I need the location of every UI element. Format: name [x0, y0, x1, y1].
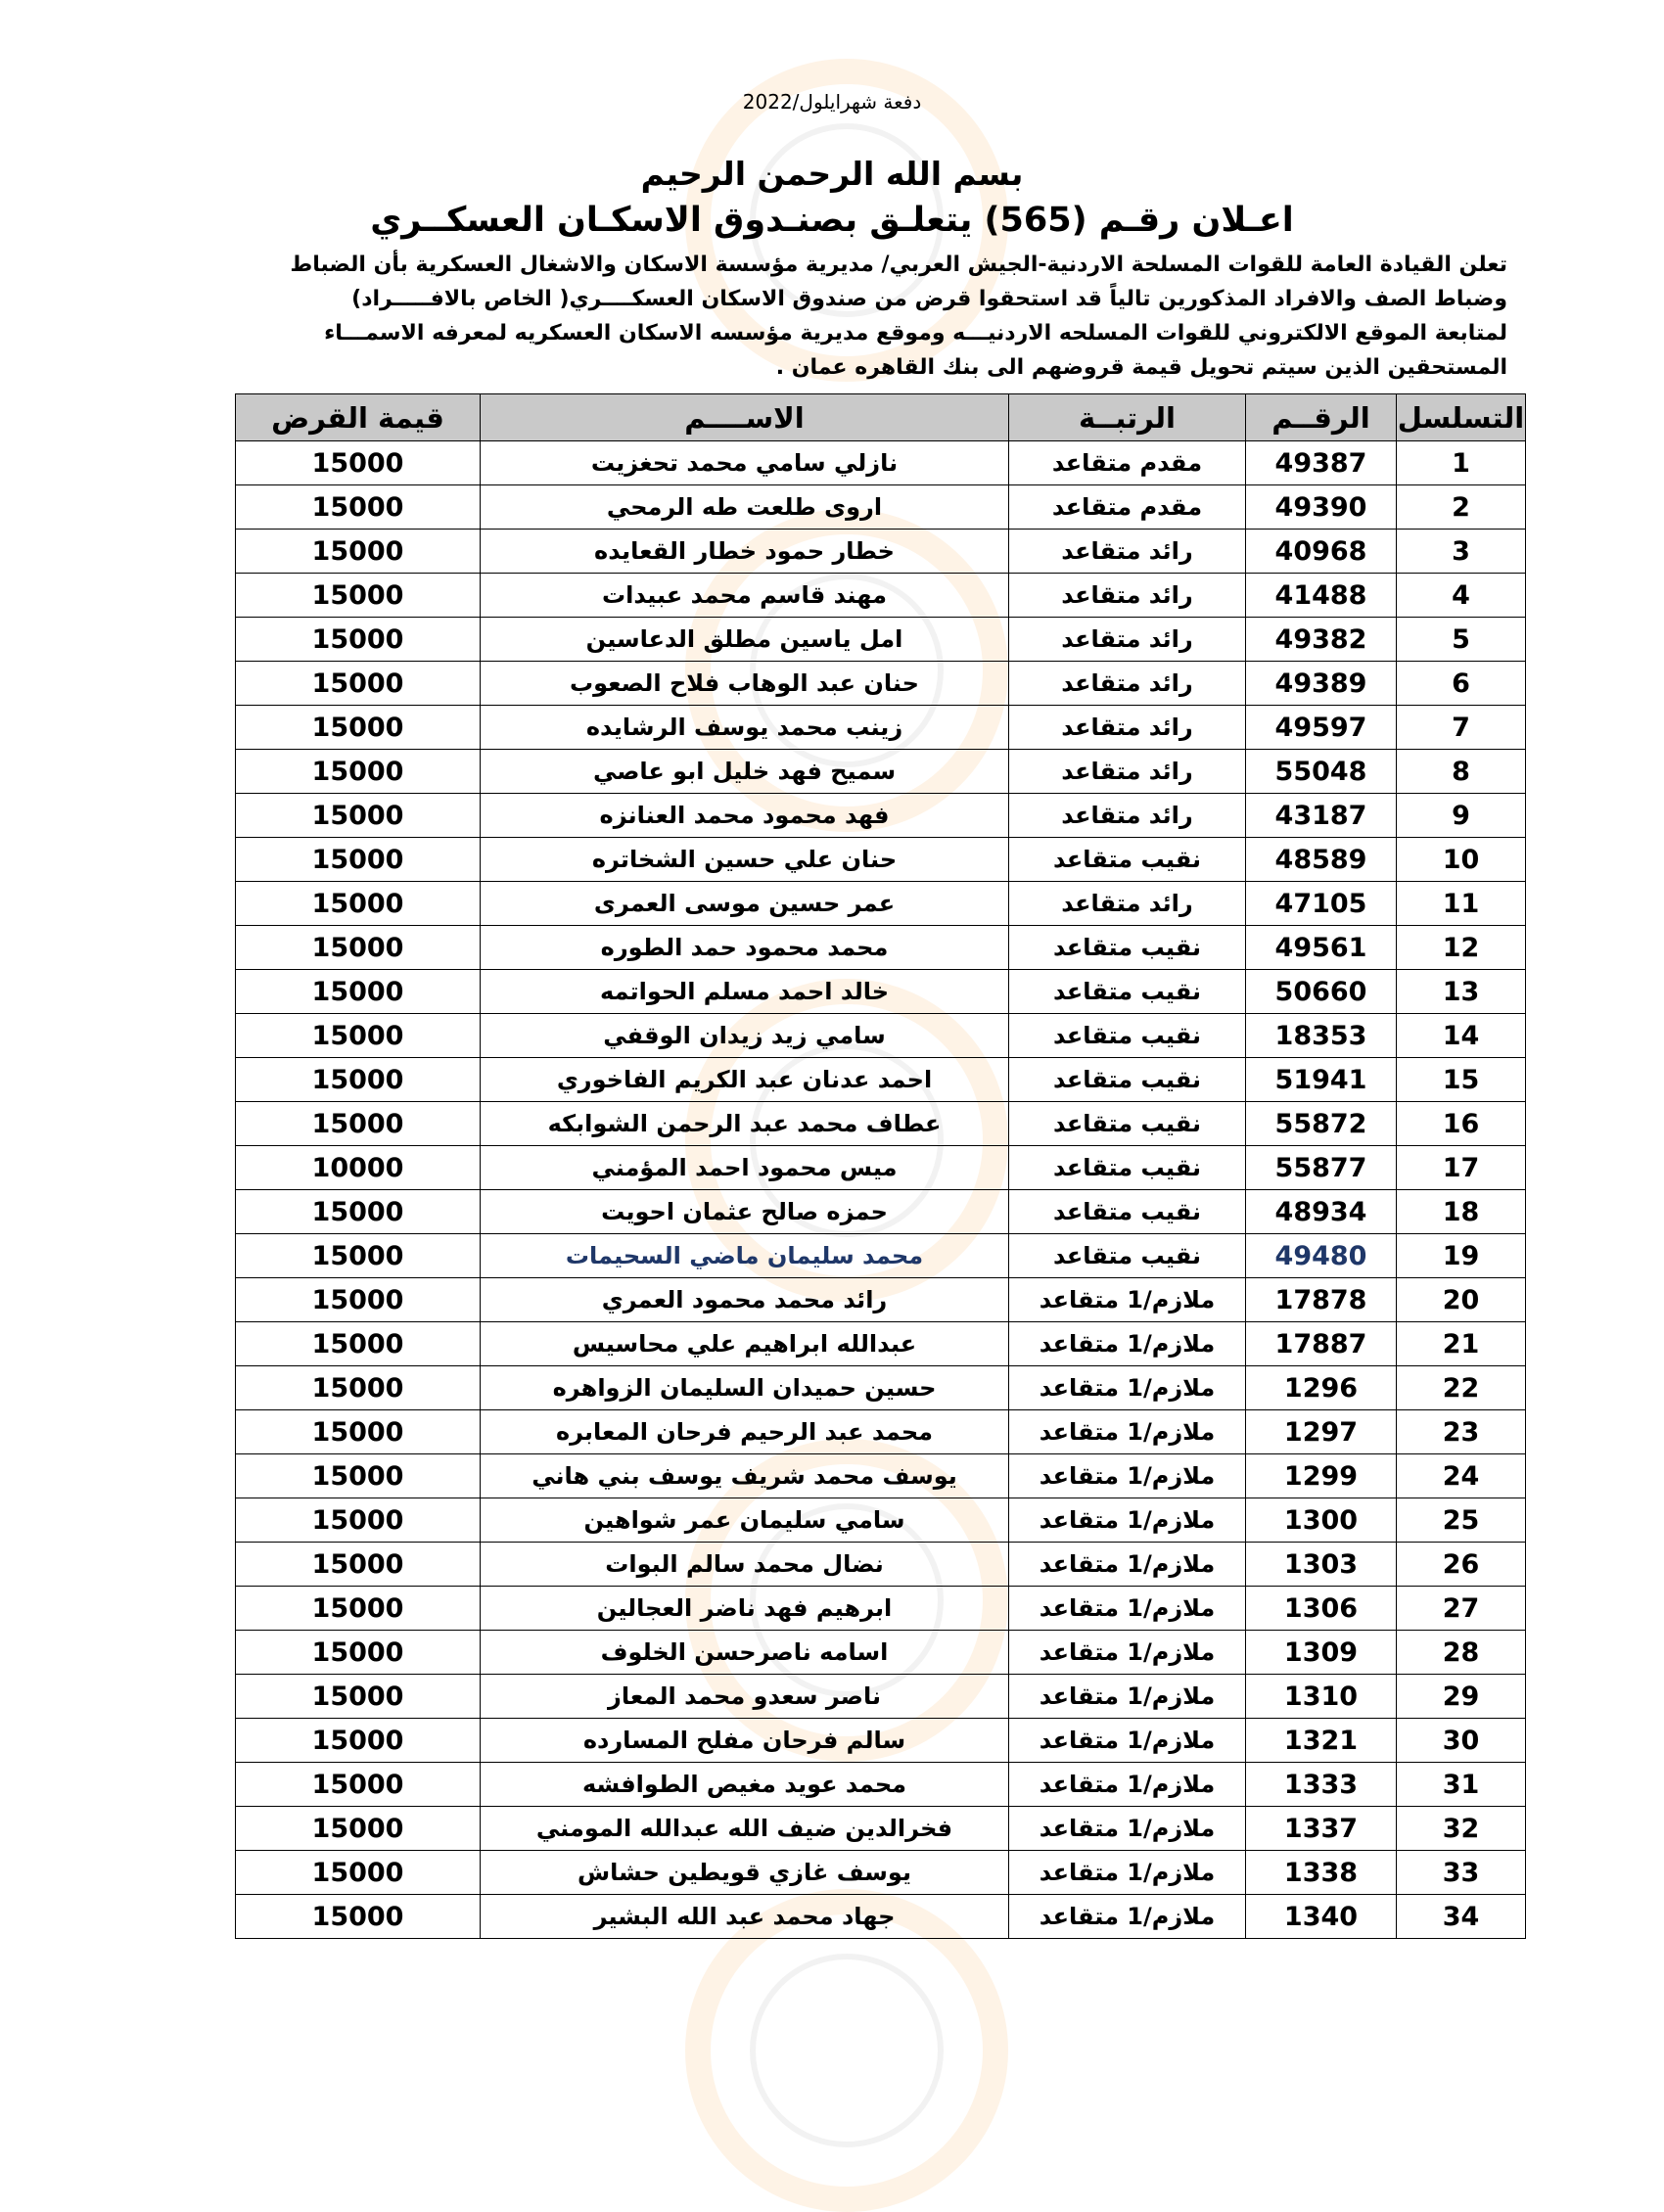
table-row — [236, 1763, 1526, 1807]
table-row — [236, 1322, 1526, 1366]
seq-cell: 14 — [1397, 1014, 1526, 1058]
name-cell: نضال محمد سالم البوات — [481, 1543, 1009, 1587]
name-cell: جهاد محمد عبد الله البشير — [481, 1895, 1009, 1939]
seq-cell: 21 — [1397, 1322, 1526, 1366]
loan-value-cell: 15000 — [236, 662, 481, 706]
name-cell: حنان علي حسين الشخاتره — [481, 838, 1009, 882]
loan-value-cell: 15000 — [236, 1454, 481, 1498]
table-row — [236, 1410, 1526, 1454]
seq-cell: 8 — [1397, 750, 1526, 794]
table-row — [236, 750, 1526, 794]
number-cell: 1303 — [1246, 1543, 1397, 1587]
name-cell: محمد محمود حمد الطوره — [481, 926, 1009, 970]
rank-cell: رائد متقاعد — [1009, 530, 1246, 574]
announcement-intro — [235, 248, 1507, 385]
table-row — [236, 485, 1526, 530]
number-cell: 17887 — [1246, 1322, 1397, 1366]
number-cell: 1310 — [1246, 1675, 1397, 1719]
table-row — [236, 706, 1526, 750]
loan-value-cell: 15000 — [236, 794, 481, 838]
number-cell: 55877 — [1246, 1146, 1397, 1190]
number-cell: 1300 — [1246, 1498, 1397, 1543]
loan-value-cell: 15000 — [236, 1587, 481, 1631]
header-rank: الرتبــة — [1009, 394, 1246, 441]
rank-cell: رائد متقاعد — [1009, 794, 1246, 838]
table-row — [236, 530, 1526, 574]
number-cell: 48934 — [1246, 1190, 1397, 1234]
seq-cell: 33 — [1397, 1851, 1526, 1895]
name-cell: حمزه صالح عثمان احويت — [481, 1190, 1009, 1234]
rank-cell: ملازم/1 متقاعد — [1009, 1322, 1246, 1366]
name-cell: اروى طلعت طه الرمحي — [481, 485, 1009, 530]
loan-value-cell: 15000 — [236, 1498, 481, 1543]
rank-cell: رائد متقاعد — [1009, 750, 1246, 794]
number-cell: 49480 — [1246, 1234, 1397, 1278]
table-row — [236, 1146, 1526, 1190]
rank-cell: رائد متقاعد — [1009, 882, 1246, 926]
loan-value-cell: 15000 — [236, 1631, 481, 1675]
name-cell: عمر حسين موسى العمرى — [481, 882, 1009, 926]
number-cell: 49561 — [1246, 926, 1397, 970]
number-cell: 1296 — [1246, 1366, 1397, 1410]
table-row — [236, 1102, 1526, 1146]
rank-cell: ملازم/1 متقاعد — [1009, 1278, 1246, 1322]
name-cell: يوسف غازي قويطين حشاش — [481, 1851, 1009, 1895]
rank-cell: نقيب متقاعد — [1009, 1234, 1246, 1278]
loan-value-cell: 15000 — [236, 1675, 481, 1719]
name-cell: خطار حمود خطار القعايده — [481, 530, 1009, 574]
table-row — [236, 1454, 1526, 1498]
rank-cell: رائد متقاعد — [1009, 618, 1246, 662]
number-cell: 49597 — [1246, 706, 1397, 750]
loan-value-cell: 15000 — [236, 1278, 481, 1322]
table-row — [236, 1366, 1526, 1410]
batch-date-line: دفعة شهرايلول/2022 — [742, 90, 922, 114]
number-cell: 49382 — [1246, 618, 1397, 662]
number-cell: 48589 — [1246, 838, 1397, 882]
table-row — [236, 1543, 1526, 1587]
table-header-row — [236, 394, 1526, 441]
rank-cell: نقيب متقاعد — [1009, 926, 1246, 970]
loan-value-cell: 15000 — [236, 926, 481, 970]
table-row — [236, 1058, 1526, 1102]
name-cell: رائد محمد محمود العمري — [481, 1278, 1009, 1322]
table-row — [236, 1190, 1526, 1234]
seq-cell: 32 — [1397, 1807, 1526, 1851]
table-row — [236, 662, 1526, 706]
loan-value-cell: 15000 — [236, 1851, 481, 1895]
name-cell: فخرالدين ضيف الله عبدالله المومني — [481, 1807, 1009, 1851]
loan-value-cell: 15000 — [236, 1366, 481, 1410]
seq-cell: 28 — [1397, 1631, 1526, 1675]
name-cell: حسين حميدان السليمان الزواهره — [481, 1366, 1009, 1410]
table-row — [236, 1014, 1526, 1058]
seq-cell: 3 — [1397, 530, 1526, 574]
name-cell: سالم فرحان مفلح المسارده — [481, 1719, 1009, 1763]
loan-value-cell: 15000 — [236, 706, 481, 750]
seq-cell: 5 — [1397, 618, 1526, 662]
loan-value-cell: 15000 — [236, 1763, 481, 1807]
number-cell: 1297 — [1246, 1410, 1397, 1454]
name-cell: عبدالله ابراهيم علي محاسيس — [481, 1322, 1009, 1366]
name-cell: سامي سليمان عمر شواهين — [481, 1498, 1009, 1543]
rank-cell: نقيب متقاعد — [1009, 838, 1246, 882]
loan-value-cell: 15000 — [236, 750, 481, 794]
seq-cell: 7 — [1397, 706, 1526, 750]
table-body — [236, 441, 1526, 1939]
seq-cell: 2 — [1397, 485, 1526, 530]
seq-cell: 4 — [1397, 574, 1526, 618]
basmala-heading: بسم الله الرحمن الرحيم — [640, 155, 1024, 193]
rank-cell: رائد متقاعد — [1009, 662, 1246, 706]
loan-value-cell: 15000 — [236, 1190, 481, 1234]
name-cell: سامي زيد زيدان الوقفي — [481, 1014, 1009, 1058]
rank-cell: ملازم/1 متقاعد — [1009, 1498, 1246, 1543]
name-cell: خالد احمد مسلم الحواتمه — [481, 970, 1009, 1014]
table-row — [236, 838, 1526, 882]
number-cell: 41488 — [1246, 574, 1397, 618]
loan-value-cell: 15000 — [236, 1543, 481, 1587]
name-cell: امل ياسين مطلق الدعاسين — [481, 618, 1009, 662]
rank-cell: ملازم/1 متقاعد — [1009, 1719, 1246, 1763]
seq-cell: 6 — [1397, 662, 1526, 706]
number-cell: 1306 — [1246, 1587, 1397, 1631]
table-row — [236, 618, 1526, 662]
seq-cell: 1 — [1397, 441, 1526, 485]
name-cell: نازلي سامي محمد تحغزيت — [481, 441, 1009, 485]
loan-value-cell: 15000 — [236, 1895, 481, 1939]
table-row — [236, 882, 1526, 926]
number-cell: 40968 — [1246, 530, 1397, 574]
table-row — [236, 1631, 1526, 1675]
intro-line: وضباط الصف والافراد المذكورين تالياً قد استحقوا قرض من صندوق الاسكان العسكــــري( الخاص بالافـــــراد) — [351, 287, 1507, 311]
rank-cell: ملازم/1 متقاعد — [1009, 1543, 1246, 1587]
table-row — [236, 1587, 1526, 1631]
number-cell: 49387 — [1246, 441, 1397, 485]
seq-cell: 25 — [1397, 1498, 1526, 1543]
number-cell: 55872 — [1246, 1102, 1397, 1146]
name-cell: ميس محمود احمد المؤمني — [481, 1146, 1009, 1190]
seq-cell: 15 — [1397, 1058, 1526, 1102]
loan-value-cell: 15000 — [236, 530, 481, 574]
table-row — [236, 1851, 1526, 1895]
name-cell: زينب محمد يوسف الرشايده — [481, 706, 1009, 750]
rank-cell: مقدم متقاعد — [1009, 441, 1246, 485]
loan-value-cell: 15000 — [236, 574, 481, 618]
rank-cell: ملازم/1 متقاعد — [1009, 1410, 1246, 1454]
name-cell: احمد عدنان عبد الكريم الفاخوري — [481, 1058, 1009, 1102]
loan-value-cell: 15000 — [236, 838, 481, 882]
loan-value-cell: 15000 — [236, 618, 481, 662]
table-row — [236, 1278, 1526, 1322]
rank-cell: ملازم/1 متقاعد — [1009, 1807, 1246, 1851]
number-cell: 1321 — [1246, 1719, 1397, 1763]
seq-cell: 17 — [1397, 1146, 1526, 1190]
number-cell: 55048 — [1246, 750, 1397, 794]
seq-cell: 24 — [1397, 1454, 1526, 1498]
loan-value-cell: 15000 — [236, 882, 481, 926]
rank-cell: رائد متقاعد — [1009, 706, 1246, 750]
number-cell: 18353 — [1246, 1014, 1397, 1058]
rank-cell: ملازم/1 متقاعد — [1009, 1851, 1246, 1895]
table-row — [236, 1807, 1526, 1851]
rank-cell: نقيب متقاعد — [1009, 1146, 1246, 1190]
number-cell: 47105 — [1246, 882, 1397, 926]
rank-cell: ملازم/1 متقاعد — [1009, 1763, 1246, 1807]
rank-cell: مقدم متقاعد — [1009, 485, 1246, 530]
seq-cell: 16 — [1397, 1102, 1526, 1146]
table-row — [236, 794, 1526, 838]
rank-cell: ملازم/1 متقاعد — [1009, 1366, 1246, 1410]
name-cell: محمد عبد الرحيم فرحان المعابره — [481, 1410, 1009, 1454]
seq-cell: 20 — [1397, 1278, 1526, 1322]
loan-value-cell: 15000 — [236, 1234, 481, 1278]
table-row — [236, 1675, 1526, 1719]
number-cell: 1338 — [1246, 1851, 1397, 1895]
seq-cell: 30 — [1397, 1719, 1526, 1763]
seq-cell: 22 — [1397, 1366, 1526, 1410]
loan-value-cell: 15000 — [236, 1719, 481, 1763]
name-cell: حنان عبد الوهاب فلاح الصعوب — [481, 662, 1009, 706]
name-cell: سميح فهد خليل ابو عاصي — [481, 750, 1009, 794]
announcement-title: اعـلان رقـم (565) يتعلـق بصنـدوق الاسكـان العسكــري — [370, 201, 1294, 240]
table-row — [236, 970, 1526, 1014]
number-cell: 1340 — [1246, 1895, 1397, 1939]
header-number: الرقــم — [1246, 394, 1397, 441]
name-cell: ابرهيم فهد ناضر العجالين — [481, 1587, 1009, 1631]
loan-value-cell: 15000 — [236, 485, 481, 530]
loan-value-cell: 15000 — [236, 1410, 481, 1454]
table-row — [236, 1719, 1526, 1763]
loan-value-cell: 15000 — [236, 970, 481, 1014]
intro-line: المستحقين الذين سيتم تحويل قيمة قروضهم الى بنك القاهره عمان . — [775, 355, 1507, 380]
number-cell: 50660 — [1246, 970, 1397, 1014]
seq-cell: 23 — [1397, 1410, 1526, 1454]
number-cell: 17878 — [1246, 1278, 1397, 1322]
number-cell: 51941 — [1246, 1058, 1397, 1102]
number-cell: 1299 — [1246, 1454, 1397, 1498]
name-cell: فهد محمود محمد العنانزه — [481, 794, 1009, 838]
table-row — [236, 441, 1526, 485]
table-row — [236, 1234, 1526, 1278]
rank-cell: رائد متقاعد — [1009, 574, 1246, 618]
seq-cell: 12 — [1397, 926, 1526, 970]
intro-line: تعلن القيادة العامة للقوات المسلحة الاردنية-الجيش العربي/ مديرية مؤسسة الاسكان والاشغال العسكرية بأن الضباط — [290, 253, 1507, 277]
rank-cell: ملازم/1 متقاعد — [1009, 1631, 1246, 1675]
rank-cell: ملازم/1 متقاعد — [1009, 1675, 1246, 1719]
seq-cell: 11 — [1397, 882, 1526, 926]
number-cell: 1333 — [1246, 1763, 1397, 1807]
rank-cell: نقيب متقاعد — [1009, 1102, 1246, 1146]
seq-cell: 13 — [1397, 970, 1526, 1014]
rank-cell: ملازم/1 متقاعد — [1009, 1454, 1246, 1498]
table-row — [236, 1498, 1526, 1543]
loan-value-cell: 15000 — [236, 1014, 481, 1058]
header-loan-value: قيمة القرض — [236, 394, 481, 441]
number-cell: 1309 — [1246, 1631, 1397, 1675]
loan-value-cell: 15000 — [236, 1322, 481, 1366]
loans-table — [235, 393, 1526, 1939]
number-cell: 49390 — [1246, 485, 1397, 530]
name-cell: محمد عويد مغيص الطوافشه — [481, 1763, 1009, 1807]
seq-cell: 29 — [1397, 1675, 1526, 1719]
name-cell: محمد سليمان ماضي السحيمات — [481, 1234, 1009, 1278]
seq-cell: 27 — [1397, 1587, 1526, 1631]
number-cell: 1337 — [1246, 1807, 1397, 1851]
table-row — [236, 574, 1526, 618]
table-row — [236, 1895, 1526, 1939]
rank-cell: نقيب متقاعد — [1009, 970, 1246, 1014]
intro-line: لمتابعة الموقع الالكتروني للقوات المسلحه الاردنيـــه وموقع مديرية مؤسسه الاسكان العسكريه لمعرفه الاسمـــاء — [324, 321, 1507, 346]
seq-cell: 34 — [1397, 1895, 1526, 1939]
seq-cell: 10 — [1397, 838, 1526, 882]
rank-cell: نقيب متقاعد — [1009, 1190, 1246, 1234]
header-seq: التسلسل — [1397, 394, 1526, 441]
name-cell: اسامه ناصرحسن الخلوف — [481, 1631, 1009, 1675]
number-cell: 49389 — [1246, 662, 1397, 706]
rank-cell: ملازم/1 متقاعد — [1009, 1587, 1246, 1631]
seq-cell: 18 — [1397, 1190, 1526, 1234]
seq-cell: 26 — [1397, 1543, 1526, 1587]
name-cell: ناصر سعدو محمد المعاز — [481, 1675, 1009, 1719]
seq-cell: 31 — [1397, 1763, 1526, 1807]
name-cell: مهند قاسم محمد عبيدات — [481, 574, 1009, 618]
name-cell: عطاف محمد عبد الرحمن الشوابكه — [481, 1102, 1009, 1146]
rank-cell: نقيب متقاعد — [1009, 1014, 1246, 1058]
seq-cell: 19 — [1397, 1234, 1526, 1278]
name-cell: يوسف محمد شريف يوسف بني هاني — [481, 1454, 1009, 1498]
loan-value-cell: 15000 — [236, 1807, 481, 1851]
loan-value-cell: 15000 — [236, 1058, 481, 1102]
seq-cell: 9 — [1397, 794, 1526, 838]
number-cell: 43187 — [1246, 794, 1397, 838]
loan-value-cell: 15000 — [236, 441, 481, 485]
loan-value-cell: 10000 — [236, 1146, 481, 1190]
loan-value-cell: 15000 — [236, 1102, 481, 1146]
rank-cell: نقيب متقاعد — [1009, 1058, 1246, 1102]
rank-cell: ملازم/1 متقاعد — [1009, 1895, 1246, 1939]
table-row — [236, 926, 1526, 970]
header-name: الاســــم — [481, 394, 1009, 441]
